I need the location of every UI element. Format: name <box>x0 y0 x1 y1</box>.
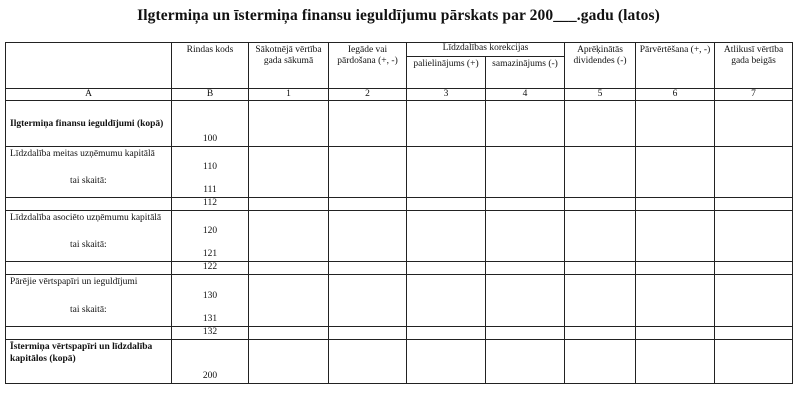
letter-2: 2 <box>329 89 407 101</box>
header-initial-value: Sākotnējā vērtība gada sākumā <box>249 43 329 89</box>
table-row <box>6 101 793 147</box>
header-increase: palielinājums (+) <box>407 57 486 89</box>
letter-5: 5 <box>565 89 636 101</box>
row-code: 130 <box>172 275 249 303</box>
row-label <box>6 262 172 275</box>
row-code: 122 <box>172 262 249 275</box>
row-label: Īstermiņa vērtspapīri un līdzdalība kapitālos (kopā) <box>6 340 172 384</box>
row-label: tai skaitā: <box>70 175 107 186</box>
row-code: 131 <box>172 303 249 327</box>
row-code: 112 <box>172 198 249 211</box>
row-code: 110 <box>172 147 249 174</box>
row-label: Līdzdalība asociēto uzņēmumu kapitālā <box>6 211 172 238</box>
letter-4: 4 <box>486 89 565 101</box>
row-label <box>6 198 172 211</box>
table-row <box>6 327 793 340</box>
investment-report-table <box>5 42 793 384</box>
table-row <box>6 303 793 327</box>
header-participation-corrections: Līdzdalības korekcijas <box>407 43 565 57</box>
letter-7: 7 <box>715 89 793 101</box>
row-label: Ilgtermiņa finansu ieguldījumi (kopā) <box>6 101 172 147</box>
header-row-code: Rindas kods <box>172 43 249 89</box>
header-decrease: samazinājums (-) <box>486 57 565 89</box>
row-label: tai skaitā: <box>70 239 107 250</box>
header-revaluation: Pārvērtēšana (+, -) <box>636 43 715 89</box>
header-remaining-value: Atlikusī vērtība gada beigās <box>715 43 793 89</box>
table-row <box>6 340 793 384</box>
table-row <box>6 275 793 303</box>
row-label: Līdzdalība meitas uzņēmumu kapitālā <box>6 147 172 174</box>
table-row <box>6 211 793 238</box>
report-title: Ilgtermiņa un īstermiņa finansu ieguldījumu pārskats par 200___.gadu (latos) <box>137 7 660 24</box>
letter-6: 6 <box>636 89 715 101</box>
header-acquisition: Iegāde vai pārdošana (+, -) <box>329 43 407 89</box>
row-code: 100 <box>172 101 249 147</box>
table-row <box>6 262 793 275</box>
letter-3: 3 <box>407 89 486 101</box>
table-row <box>6 174 793 198</box>
row-code: 121 <box>172 238 249 262</box>
letter-1: 1 <box>249 89 329 101</box>
row-code: 120 <box>172 211 249 238</box>
letter-a: A <box>6 89 172 101</box>
table-row <box>6 198 793 211</box>
row-code: 111 <box>172 174 249 198</box>
table-row <box>6 238 793 262</box>
letter-b: B <box>172 89 249 101</box>
header-cell-a <box>6 43 172 89</box>
row-label: tai skaitā: <box>70 304 107 315</box>
row-label <box>6 327 172 340</box>
row-code: 200 <box>172 340 249 384</box>
row-label: Pārējie vērtspapīri un ieguldījumi <box>6 275 172 303</box>
header-dividends: Aprēķinātās dividendes (-) <box>565 43 636 89</box>
table-row <box>6 147 793 174</box>
row-code: 132 <box>172 327 249 340</box>
